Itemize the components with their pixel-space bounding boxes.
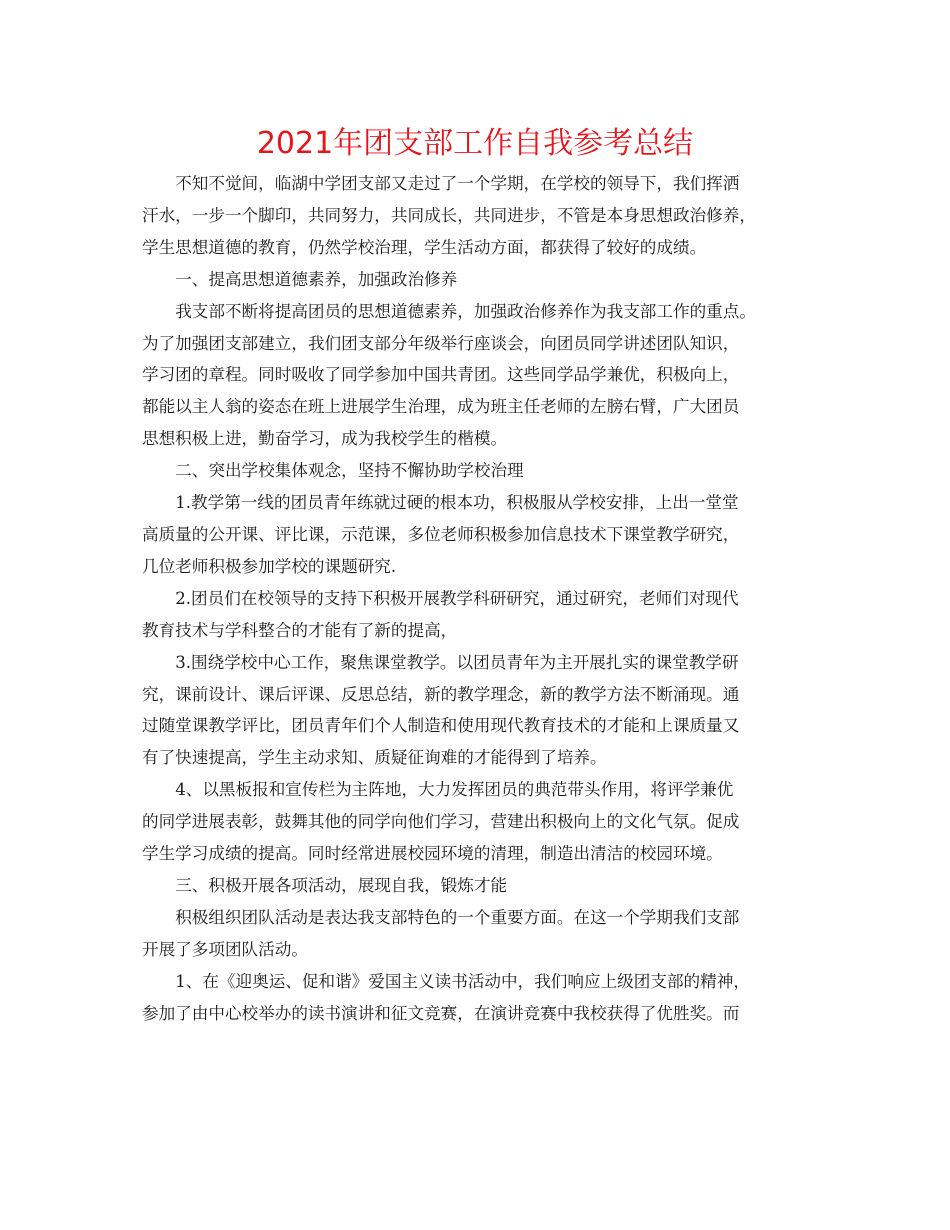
text-line: 几位老师积极参加学校的课题研究. [142,556,397,576]
section-heading-1 [142,264,812,296]
text-line: 的同学进展表彰，鼓舞其他的同学向他们学习，营建出积极向上的文化气氛。促成 [142,812,740,832]
text-line: 3.围绕学校中心工作，聚焦课堂教学。以团员青年为主开展扎实的课堂教学研 [175,652,739,672]
text-line: 思想积极上进，勤奋学习，成为我校学生的楷模。 [142,429,508,449]
text-line: 1、在《迎奥运、促和谐》爱国主义读书活动中，我们响应上级团支部的精神， [175,971,750,991]
paragraph-section-3 [142,902,812,966]
text-line: 2.团员们在校领导的支持下积极开展教学科研研究，通过研究，老师们对现代 [175,588,739,608]
text-line: 高质量的公开课、评比课，示范课，多位老师积极参加信息技术下课堂教学研究， [142,524,740,544]
text-line: 积极组织团队活动是表达我支部特色的一个重要方面。在这一个学期我们支部 [175,907,740,927]
text-line: 学生思想道德的教育，仍然学校治理，学生活动方面，都获得了较好的成绩。 [142,237,707,257]
section-heading-3 [142,870,812,902]
text-line: 4、以黑板报和宣传栏为主阵地，大力发挥团员的典范带头作用，将评学兼优 [175,780,734,800]
paragraph-section-1 [142,296,812,456]
paragraph-item-4 [142,774,812,870]
document-body [142,168,812,1029]
text-line: 一、提高思想道德素养，加强政治修养 [175,269,458,289]
text-line: 1.教学第一线的团员青年练就过硬的根本功，积极服从学校安排，上出一堂堂 [175,493,739,513]
text-line: 都能以主人翁的姿态在班上进展学生治理，成为班主任老师的左膀右臂，广大团员 [142,397,740,417]
paragraph-item-1 [142,487,812,583]
text-line: 学习团的章程。同时吸收了同学参加中国共青团。这些同学品学兼优，积极向上， [142,365,740,385]
paragraph-intro [142,168,812,264]
text-line: 二、突出学校集体观念，坚持不懈协助学校治理 [175,461,524,481]
section-heading-2 [142,455,812,487]
text-line: 为了加强团支部建立，我们团支部分年级举行座谈会，向团员同学讲述团队知识， [142,333,740,353]
paragraph-activity-1 [142,966,812,1030]
text-line: 究，课前设计、课后评课、反思总结，新的教学理念，新的教学方法不断涌现。通 [142,684,740,704]
text-line: 我支部不断将提高团员的思想道德素养，加强政治修养作为我支部工作的重点。 [175,301,756,321]
text-line: 不知不觉间，临湖中学团支部又走过了一个学期，在学校的领导下，我们挥洒 [175,174,740,193]
paragraph-item-3 [142,647,812,775]
text-line: 开展了多项团队活动。 [142,939,308,959]
text-line: 有了快速提高，学生主动求知、质疑征询难的才能得到了培养。 [142,748,607,768]
text-line: 过随堂课教学评比，团员青年们个人制造和使用现代教育技术的才能和上课质量又 [142,716,740,736]
document-title: 2021年团支部工作自我参考总结 [256,126,694,161]
text-line: 参加了由中心校举办的读书演讲和征文竞赛，在演讲竞赛中我校获得了优胜奖。而 [142,1003,740,1023]
text-line: 汗水，一步一个脚印，共同努力，共同成长，共同进步，不管是本身思想政治修养， [142,205,756,225]
text-line: 学生学习成绩的提高。同时经常进展校园环境的清理，制造出清洁的校园环境。 [142,844,723,864]
text-line: 三、积极开展各项活动，展现自我，锻炼才能 [175,875,508,895]
text-line: 教育技术与学科整合的才能有了新的提高， [142,620,458,640]
paragraph-item-2 [142,583,812,647]
